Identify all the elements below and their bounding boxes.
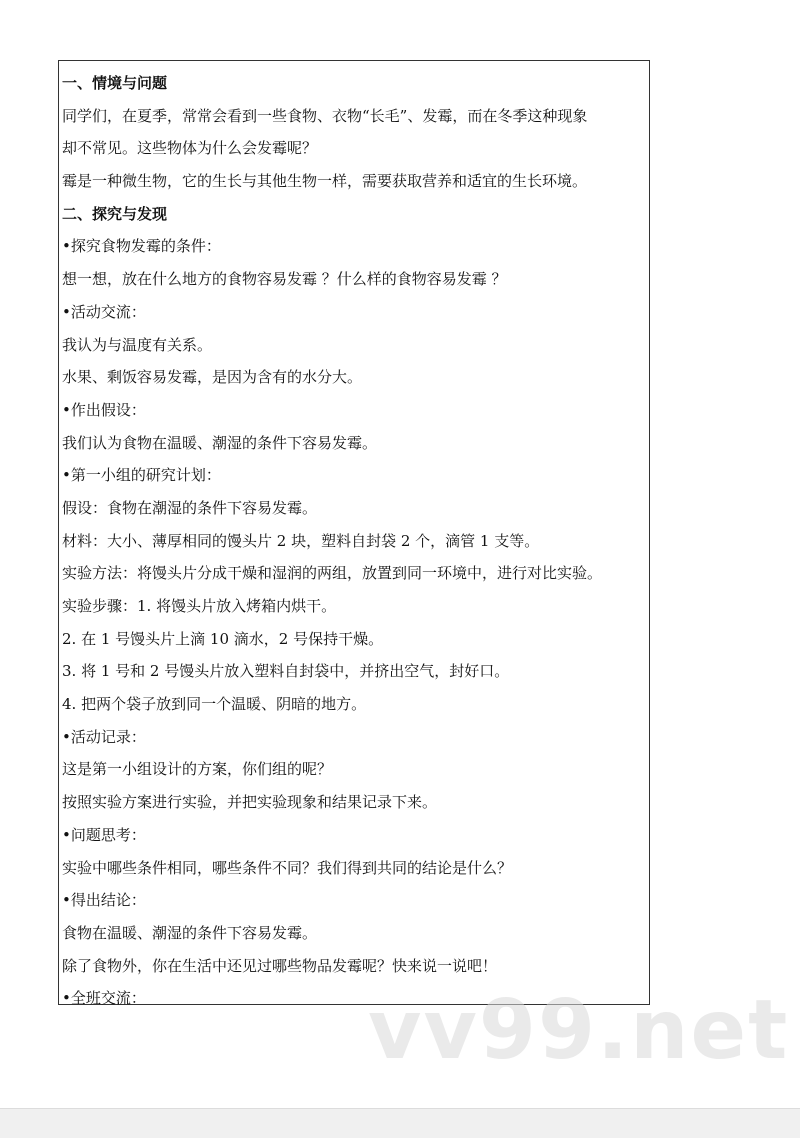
text-line: 材料：大小、薄厚相同的馒头片 2 块，塑料自封袋 2 个，滴管 1 支等。 (62, 531, 540, 550)
bullet-label: •得出结论： (62, 891, 146, 910)
watermark: vv99.net (368, 983, 790, 1078)
document-frame (58, 60, 650, 1008)
text-line: 却不常见。这些物体为什么会发霉呢？ (62, 139, 318, 158)
section-heading-2: 二、探究与发现 (62, 204, 168, 223)
text-line: 4. 把两个袋子放到同一个温暖、阴暗的地方。 (62, 695, 367, 714)
text-line: 食物在温暖、潮湿的条件下容易发霉。 (62, 923, 318, 942)
section-heading-1: 一、情境与问题 (62, 74, 168, 92)
text-line: 霉是一种微生物，它的生长与其他生物一样，需要获取营养和适宜的生长环境。 (62, 172, 588, 191)
page-bottom-strip (0, 1108, 800, 1138)
text-line: 这是第一小组设计的方案，你们组的呢？ (62, 760, 333, 779)
bullet-label: •问题思考： (62, 825, 146, 844)
text-line: 同学们，在夏季，常常会看到一些食物、衣物“长毛”、发霉，而在冬季这种现象 (62, 106, 588, 125)
bullet-label: •全班交流： (62, 989, 146, 1008)
bullet-label: •探究食物发霉的条件： (62, 237, 221, 256)
text-line: 2. 在 1 号馒头片上滴 10 滴水，2 号保持干燥。 (62, 629, 384, 648)
text-line: 3. 将 1 号和 2 号馒头片放入塑料自封袋中，并挤出空气，封好口。 (62, 662, 510, 681)
text-line: 实验步骤：1. 将馒头片放入烤箱内烘干。 (62, 597, 337, 615)
text-line: 按照实验方案进行实验，并把实验现象和结果记录下来。 (62, 793, 438, 812)
text-line: 我们认为食物在温暖、潮湿的条件下容易发霉。 (62, 433, 378, 452)
bullet-label: •第一小组的研究计划： (62, 466, 221, 485)
bullet-label: •活动交流： (62, 302, 146, 321)
text-line: 想一想，放在什么地方的食物容易发霉 ？什么样的食物容易发霉 ？ (62, 270, 507, 289)
text-line: 除了食物外，你在生活中还见过哪些物品发霉呢？快来说一说吧！ (62, 956, 498, 975)
text-line: 假设：食物在潮湿的条件下容易发霉。 (62, 498, 318, 517)
text-line: 我认为与温度有关系。 (62, 335, 213, 354)
bullet-label: •作出假设： (62, 400, 146, 419)
text-line: 水果、剩饭容易发霉，是因为含有的水分大。 (62, 368, 363, 387)
text-line: 实验方法：将馒头片分成干燥和湿润的两组，放置到同一环境中，进行对比实验。 (62, 564, 603, 583)
text-line: 实验中哪些条件相同，哪些条件不同？我们得到共同的结论是什么？ (62, 858, 513, 877)
bullet-label: •活动记录： (62, 727, 146, 746)
